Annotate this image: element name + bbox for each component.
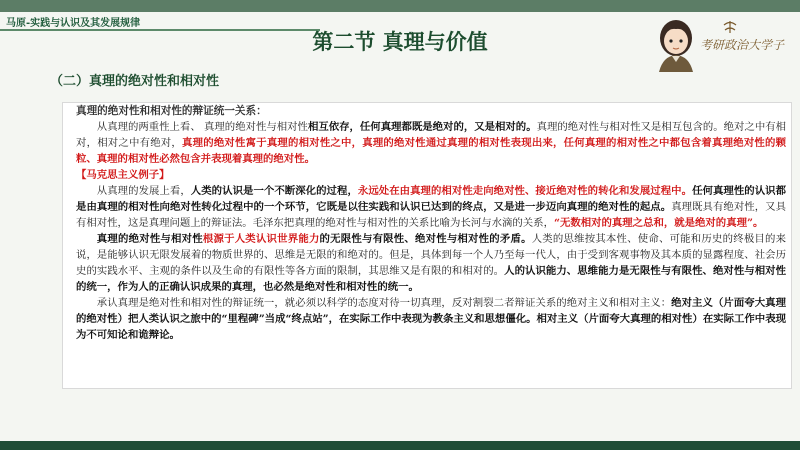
section-title: 第二节 真理与价值 — [312, 30, 488, 54]
p1-text-3: 真理的绝对性与相对性又是相互包含的。绝对之中有相对，相对之中有绝对， — [76, 121, 787, 149]
p3-text-4: 人类的思维按其本性、使命、可能和历史的终极目的来说，是能够认识无限发展着的物质世界的、思维是无限的和绝对的。但是，具体到每一个人乃至每一代人，由于受到客观事物及其本质的显露程度、社会历史的实践水平、主观的条件以及生命的有限性等各方面的限制，其思维又是有限的和相对的。 — [76, 233, 787, 277]
tutor-avatar-icon — [653, 16, 699, 72]
brand-name: 考研政治大学子 — [700, 38, 785, 52]
p2-text-4: 任何真理性的认识都是由真理的相对性向绝对性转化过程中的一个环节，它既是以往实践和认识已达到的终点，又是进一步迈向真理的绝对性的起点。 — [76, 185, 787, 213]
p2-text-6: “无数相对的真理之总和，就是绝对的真理”。 — [553, 217, 764, 229]
p2-text-3: 永远处在由真理的相对性走向绝对性、接近绝对性的转化和发展过程中。 — [357, 185, 693, 197]
paragraph-4 — [76, 295, 786, 343]
paragraph-3 — [76, 231, 786, 295]
content-body — [76, 103, 786, 343]
p3-text-2: 根源于人类认识世界能力 — [202, 233, 320, 245]
p3-text-1: 真理的绝对性与相对性 — [96, 233, 203, 245]
p4-text-2: 绝对主义（片面夸大真理的绝对性）把人类认识之旅中的“里程碑”当成“终点站”，在实际工作中表现为教条主义和思想僵化。相对主义（片面夸大真理的相对性）在实际工作中表现为不可知论和诡辩论。 — [76, 297, 786, 341]
subsection-title: （二）真理的绝对性和相对性 — [50, 74, 220, 89]
bottom-bar — [0, 441, 800, 450]
p2-text-1: 从真理的发展上看， — [96, 185, 191, 197]
paragraph-1 — [76, 119, 786, 167]
p2-text-2: 人类的认识是一个不断深化的过程， — [190, 185, 358, 197]
p1-text-2: 相互依存，任何真理都既是绝对的，又是相对的。 — [307, 121, 537, 133]
p2-text-5: 真理既具有绝对性，又具有相对性，这是真理问题上的辩证法。毛泽东把真理的绝对性与相对性的关系比喻为长河与水滴的关系， — [76, 201, 786, 229]
p4-text-1: 承认真理是绝对性和相对性的辩证统一，就必须以科学的态度对待一切真理，反对割裂二者辩证关系的绝对主义和相对主义： — [96, 297, 672, 309]
course-label: 马原-实践与认识及其发展规律 — [6, 18, 141, 29]
top-bar — [0, 0, 800, 12]
p1-text-4: 真理的绝对性寓于真理的相对性之中，真理的绝对性通过真理的相对性表现出来，任何真理的相对性之中都包含着真理绝对性的颗粒、真理的相对性必然包含并表现着真理的绝对性。 — [76, 137, 787, 165]
p3-text-3: 的无限性与有限性、绝对性与相对性的矛盾。 — [319, 233, 532, 245]
example-tag: 【马克思主义例子】 — [76, 169, 170, 181]
example-tag-line — [76, 167, 786, 183]
brand-seal-icon — [721, 20, 739, 34]
paragraph-2 — [76, 183, 786, 231]
p1-text-1: 从真理的两重性上看、 真理的绝对性与相对性 — [96, 121, 308, 133]
content-heading: 真理的绝对性和相对性的辩证统一关系： — [76, 105, 267, 117]
p3-text-5: 人的认识能力、思维能力是无限性与有限性、绝对性与相对性的统一，作为人的正确认识成果的真理，也必然是绝对性和相对性的统一。 — [76, 265, 787, 293]
